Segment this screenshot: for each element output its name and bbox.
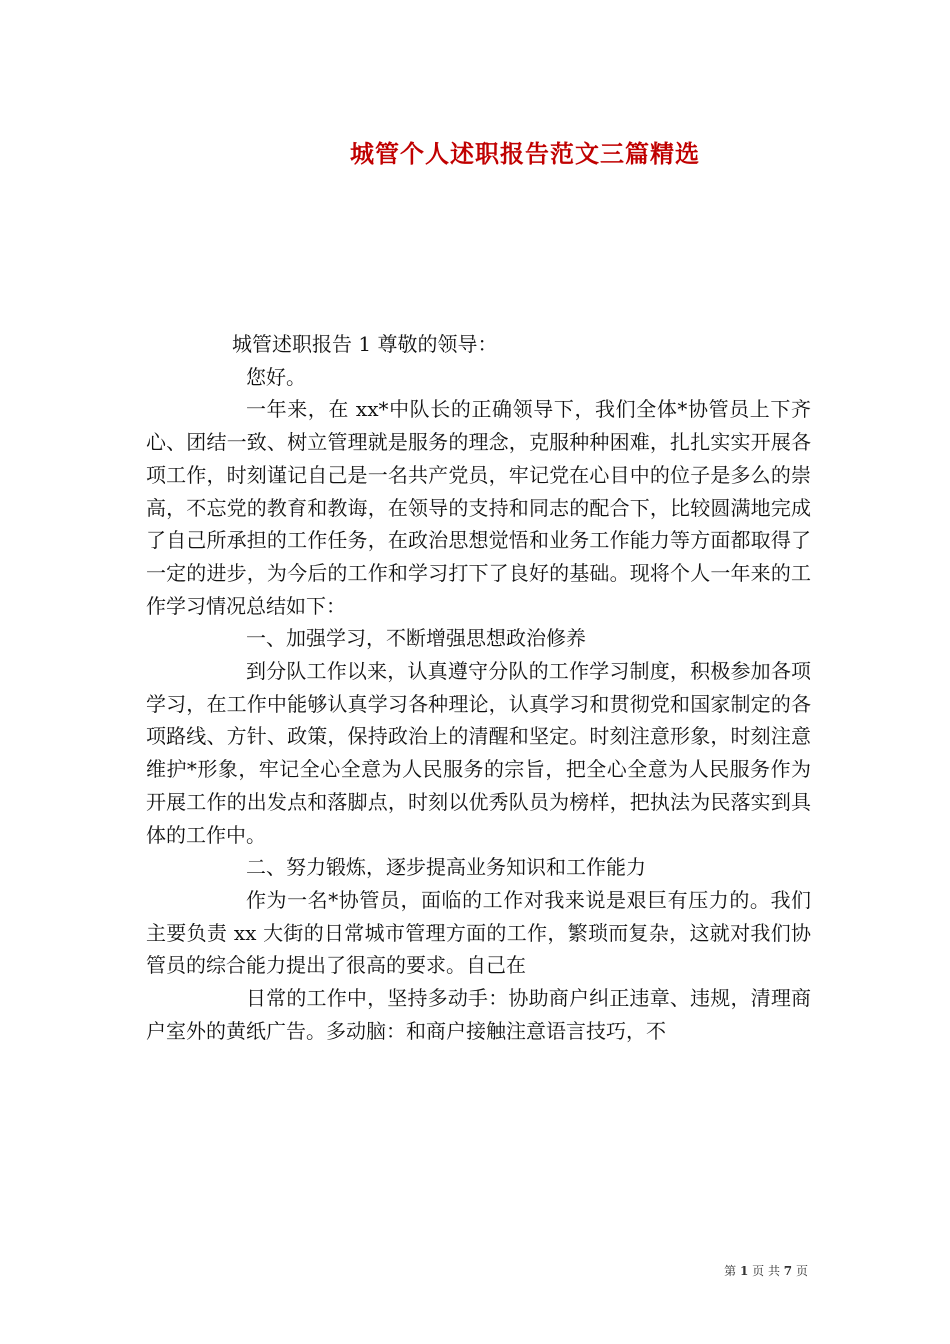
paragraph-intro: 一年来，在 xx*中队长的正确领导下，我们全体*协管员上下齐心、团结一致、树立管理就是服务的理念，克服种种困难，扎扎实实开展各项工作，时刻谨记自己是一名共产党员，牢记党在心目中的位子是多么的崇高，不忘党的教育和教诲，在领导的支持和同志的配合下，比较圆满地完成了自己所承担的工作任务，在政治思想觉悟和业务工作能力等方面都取得了一定的进步，为今后的工作和学习打下了良好的基础。现将个人一年来的工作学习情况总结如下： (146, 397, 811, 618)
section-heading-1: 一、加强学习，不断增强思想政治修养 (246, 626, 586, 651)
footer-suffix: 页 (795, 1264, 808, 1278)
footer-prefix: 第 (724, 1264, 737, 1278)
current-page-number: 1 (739, 1264, 749, 1278)
section-heading-2: 二、努力锻炼，逐步提高业务知识和工作能力 (246, 855, 646, 880)
document-body (146, 328, 811, 1047)
document-title: 城管个人述职报告范文三篇精选 (350, 139, 700, 168)
paragraph-section-2: 作为一名*协管员，面临的工作对我来说是艰巨有压力的。我们主要负责 xx 大街的日常城市管理方面的工作，繁琐而复杂，这就对我们协管员的综合能力提出了很高的要求。自己在 (146, 887, 811, 978)
greeting: 您好。 (246, 364, 306, 389)
salutation: 城管述职报告 1 尊敬的领导： (232, 332, 498, 356)
total-page-number: 7 (783, 1264, 793, 1278)
paragraph-section-2-continued: 日常的工作中，坚持多动手：协助商户纠正违章、违规，清理商户室外的黄纸广告。多动脑：和商户接触注意语言技巧，不 (146, 986, 811, 1043)
paragraph-section-1: 到分队工作以来，认真遵守分队的工作学习制度，积极参加各项学习，在工作中能够认真学习各种理论，认真学习和贯彻党和国家制定的各项路线、方针、政策，保持政治上的清醒和坚定。时刻注意形象，时刻注意维护*形象，牢记全心全意为人民服务的宗旨，把全心全意为人民服务作为开展工作的出发点和落脚点，时刻以优秀队员为榜样，把执法为民落实到具体的工作中。 (146, 659, 811, 847)
footer-middle: 页 共 (752, 1264, 780, 1278)
page-footer (724, 1262, 808, 1279)
